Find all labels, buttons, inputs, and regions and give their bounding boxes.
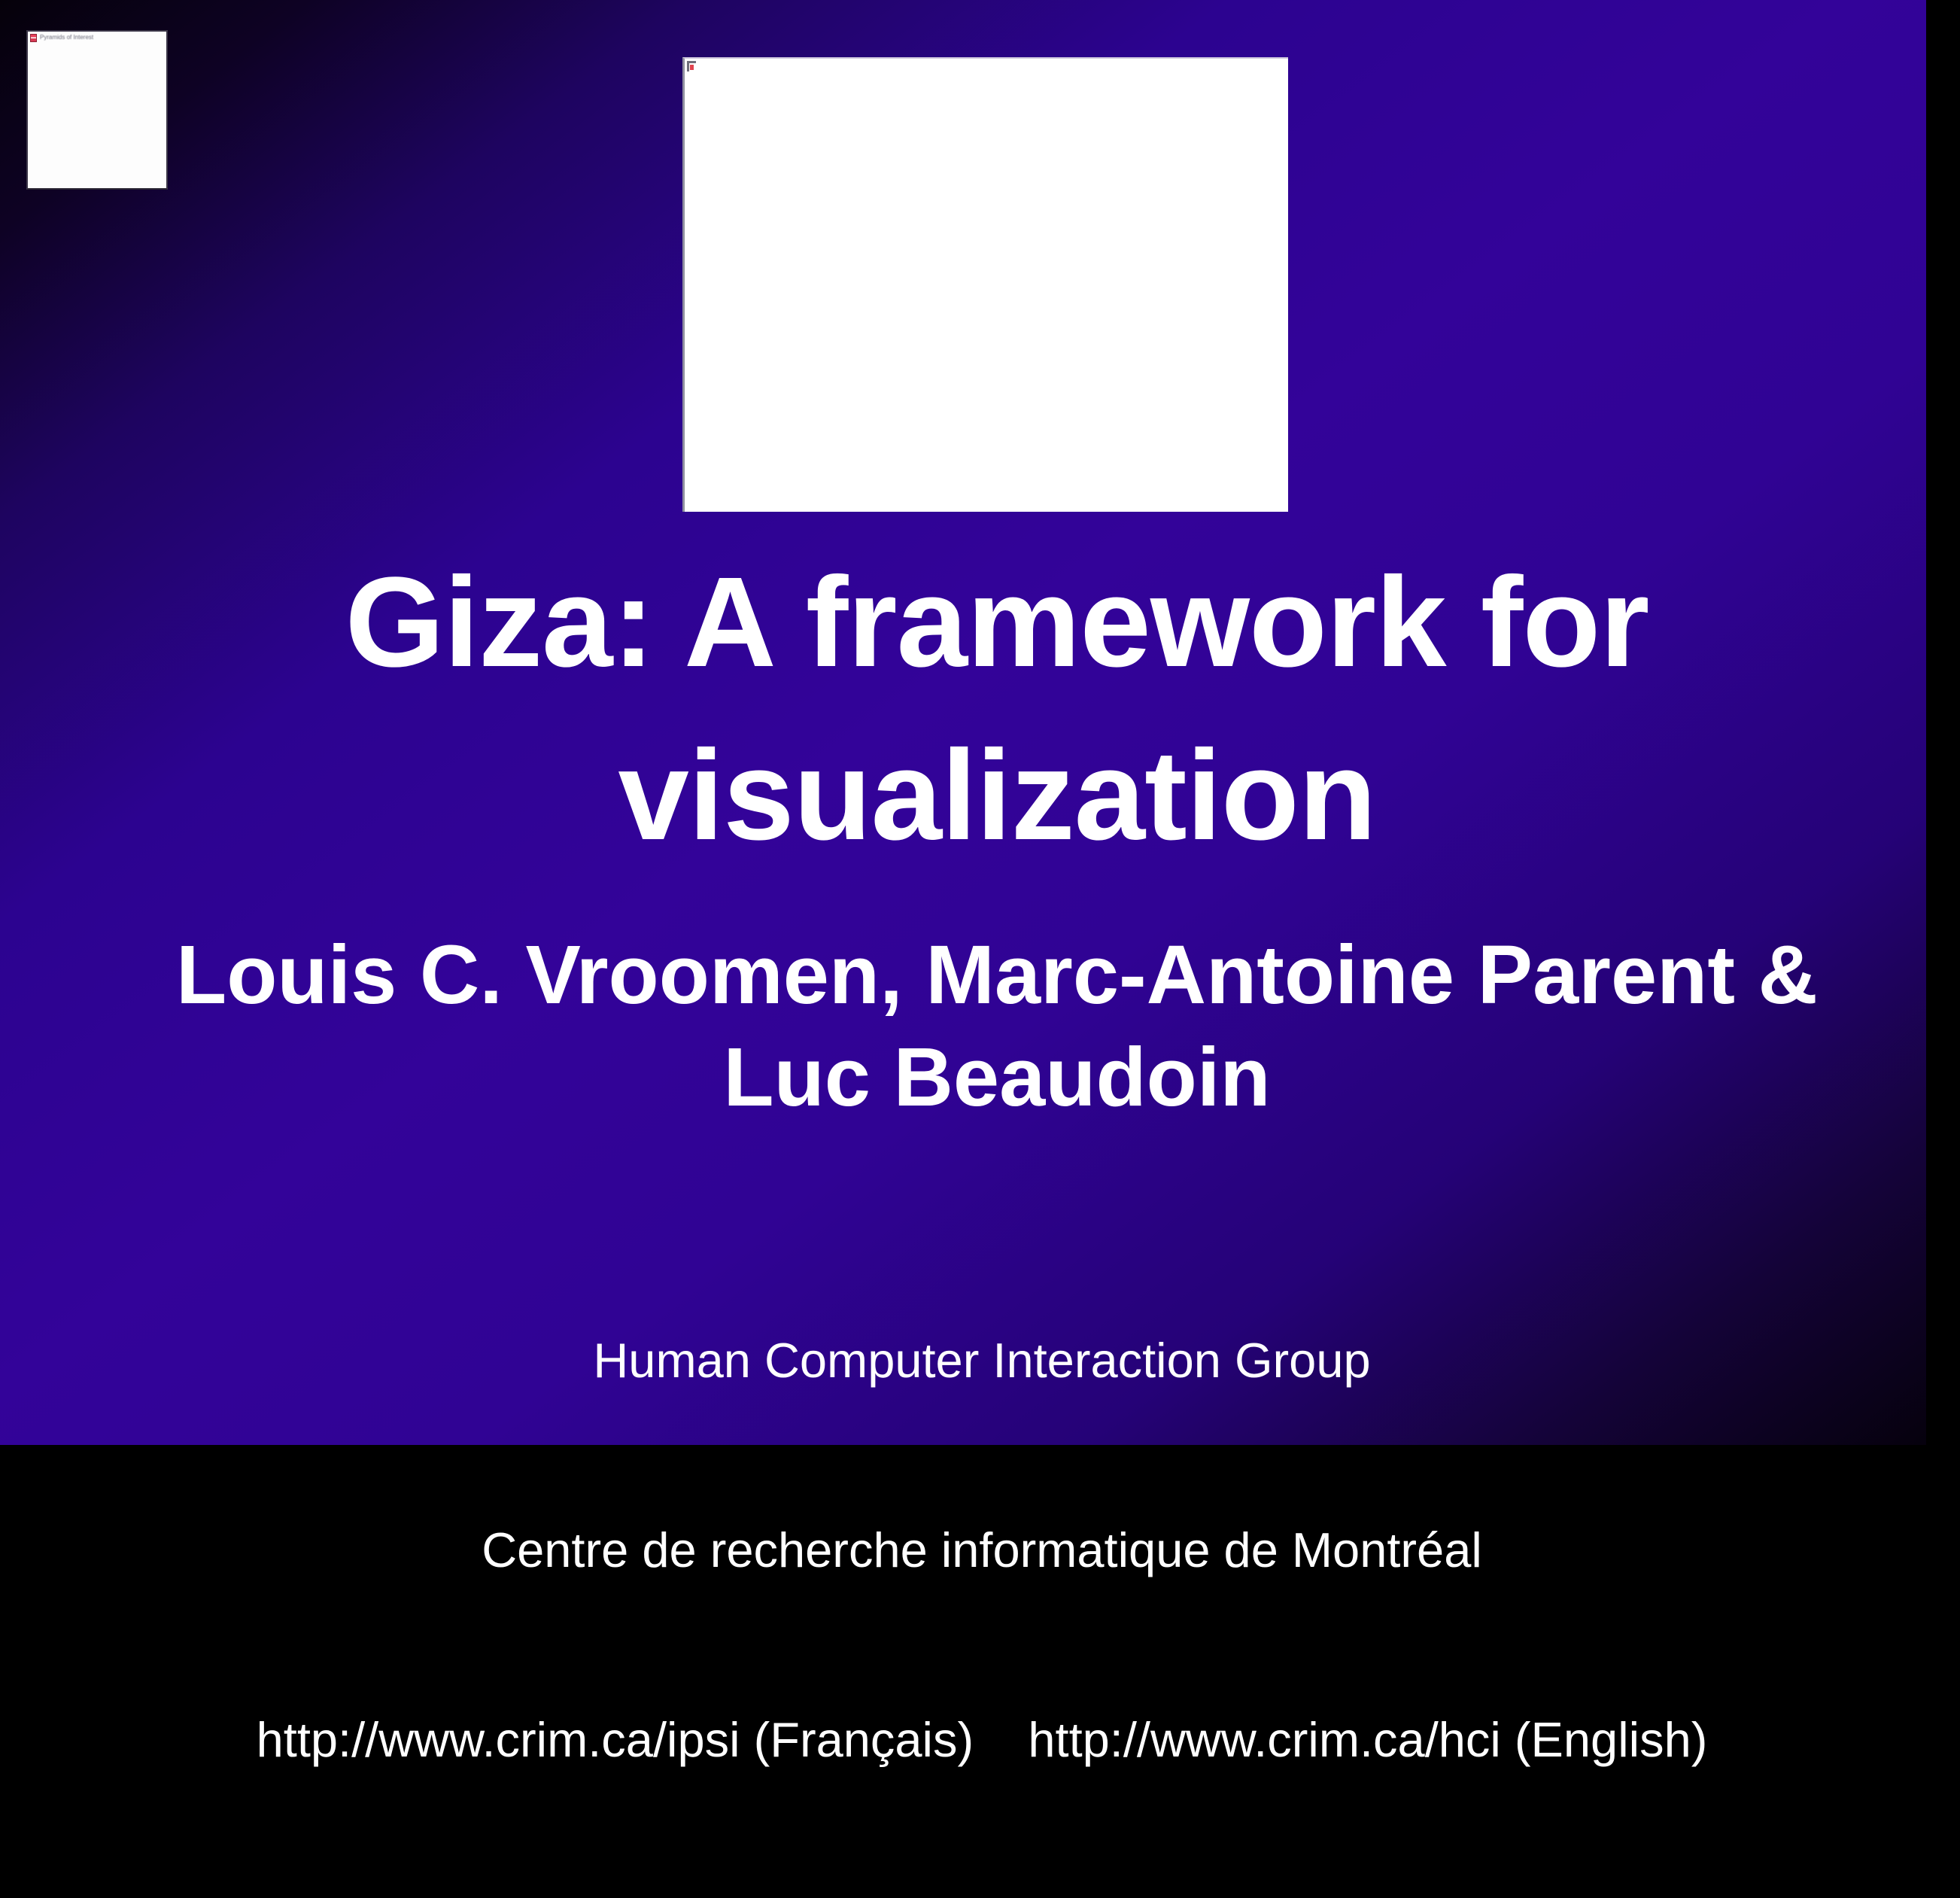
authors-line-2: Luc Beaudoin <box>723 1031 1271 1124</box>
slide-authors <box>34 924 1960 1129</box>
slide-footer <box>19 1203 1945 1898</box>
image-placeholder-icon <box>687 61 696 71</box>
thumbnail-titlebar <box>28 32 166 44</box>
authors-line-1: Louis C. Vroomen, Marc-Antoine Parent & <box>176 929 1818 1021</box>
footer-org-line-1: Human Computer Interaction Group <box>593 1333 1371 1388</box>
footer-org-line-2: Centre de recherche informatique de Montréal <box>482 1522 1482 1577</box>
slide-title-line-2: visualization <box>618 724 1376 867</box>
slide-title <box>34 536 1960 882</box>
thumbnail-title-text: Pyramids of Interest <box>40 34 94 41</box>
slide-thumbnail-window <box>26 30 168 190</box>
red-app-icon <box>30 34 37 42</box>
slide-title-line-1: Giza: A framework for <box>345 551 1649 694</box>
image-placeholder-window <box>682 57 1288 512</box>
footer-links-line: http://www.crim.ca/ipsi (Français) http://www.crim.ca/hci (English) <box>256 1712 1708 1767</box>
